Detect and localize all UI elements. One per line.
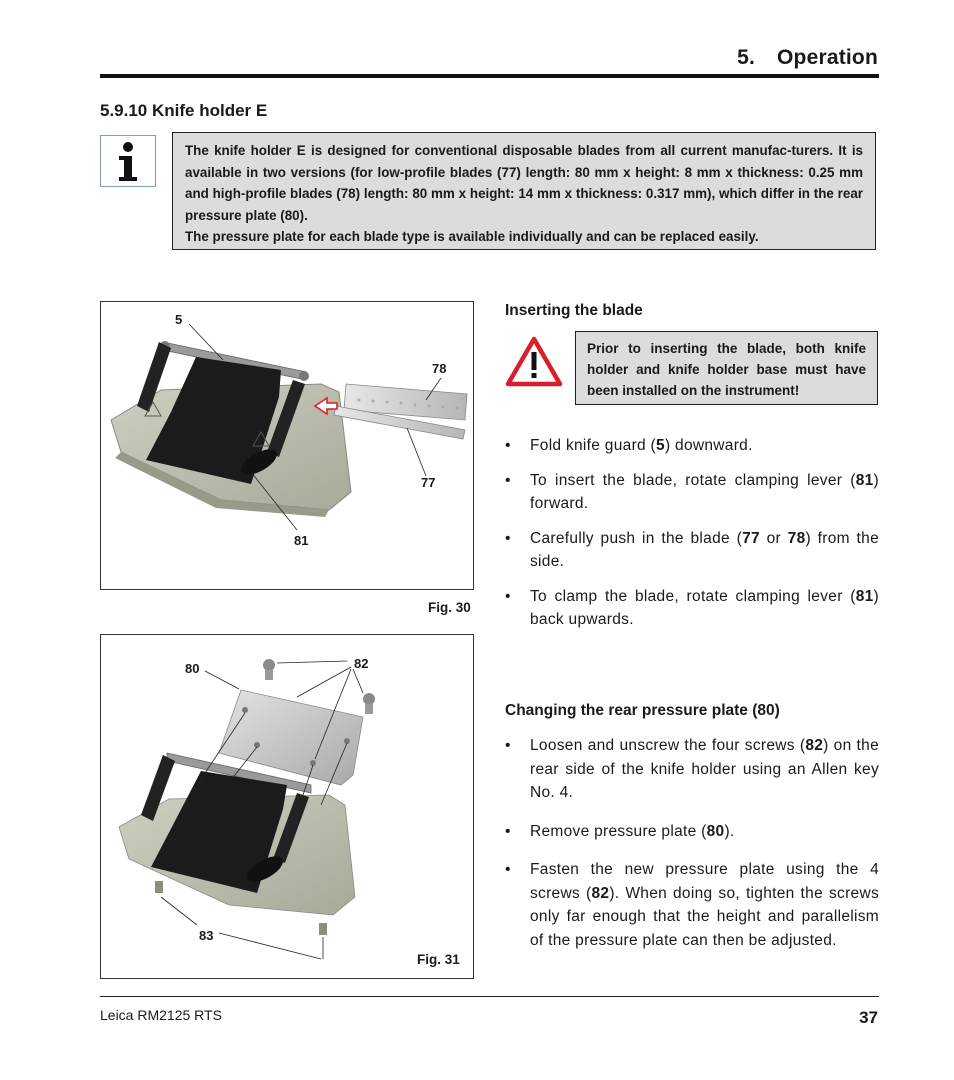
warning-note: Prior to inserting the blade, both knife holder and knife holder base must have been installed on the instrument! — [575, 331, 878, 405]
chapter-title: Operation — [777, 46, 878, 69]
chapter-number: 5. — [737, 46, 756, 69]
header-rule — [100, 74, 879, 78]
list-item: • Carefully push in the blade (77 or 78) from the side. — [505, 527, 879, 574]
list-item: • To clamp the blade, rotate clamping lever (81) back upwards. — [505, 585, 879, 632]
figure-31-caption: Fig. 31 — [417, 952, 460, 967]
info-icon — [100, 135, 156, 187]
callout-80: 80 — [185, 661, 200, 676]
list-item: • Fasten the new pressure plate using the 4 screws (82). When doing so, tighten the screws only far enough that the height and parallelism of the pressure plate can then be adjusted. — [505, 858, 879, 952]
info-paragraph-2: The pressure plate for each blade type is available individually and can be replaced easily. — [185, 229, 759, 244]
list-item: • Remove pressure plate (80). — [505, 820, 879, 844]
inserting-heading: Inserting the blade — [505, 302, 643, 319]
callout-83: 83 — [199, 928, 214, 943]
page-number: 37 — [859, 1008, 878, 1027]
changing-steps — [505, 734, 879, 963]
callout-82: 82 — [354, 656, 369, 671]
changing-heading: Changing the rear pressure plate (80) — [505, 702, 780, 719]
figure-30-caption: Fig. 30 — [428, 600, 471, 615]
footer-rule — [100, 996, 879, 997]
callout-78: 78 — [432, 361, 447, 376]
list-item: • Fold knife guard (5) downward. — [505, 434, 879, 458]
chapter-heading — [737, 46, 878, 70]
list-item: • Loosen and unscrew the four screws (82) on the rear side of the knife holder using an Allen key No. 4. — [505, 734, 879, 805]
inserting-steps — [505, 434, 879, 643]
footer-product: Leica RM2125 RTS — [100, 1007, 222, 1023]
section-title: 5.9.10 Knife holder E — [100, 101, 268, 120]
figure-31 — [100, 634, 474, 979]
pressure-plate-illustration — [101, 635, 473, 978]
figure-30 — [100, 301, 474, 590]
callout-77: 77 — [421, 475, 436, 490]
info-paragraph-1: The knife holder E is designed for conventional disposable blades from all current manufac-turers. It is available in two versions (for low-profile blades (77) length: 80 mm x height: 8 mm x thickness: 0.25 mm and high-profile blades (78) length: 80 mm x height: 14 mm x thickness: 0.317 mm), which differ in the rear pressure plate (80). — [185, 143, 863, 223]
callout-5: 5 — [175, 312, 183, 327]
callout-81: 81 — [294, 533, 309, 548]
warning-icon — [505, 336, 563, 388]
knife-holder-illustration — [101, 302, 473, 589]
list-item: • To insert the blade, rotate clamping lever (81) forward. — [505, 469, 879, 516]
info-note — [172, 132, 876, 250]
